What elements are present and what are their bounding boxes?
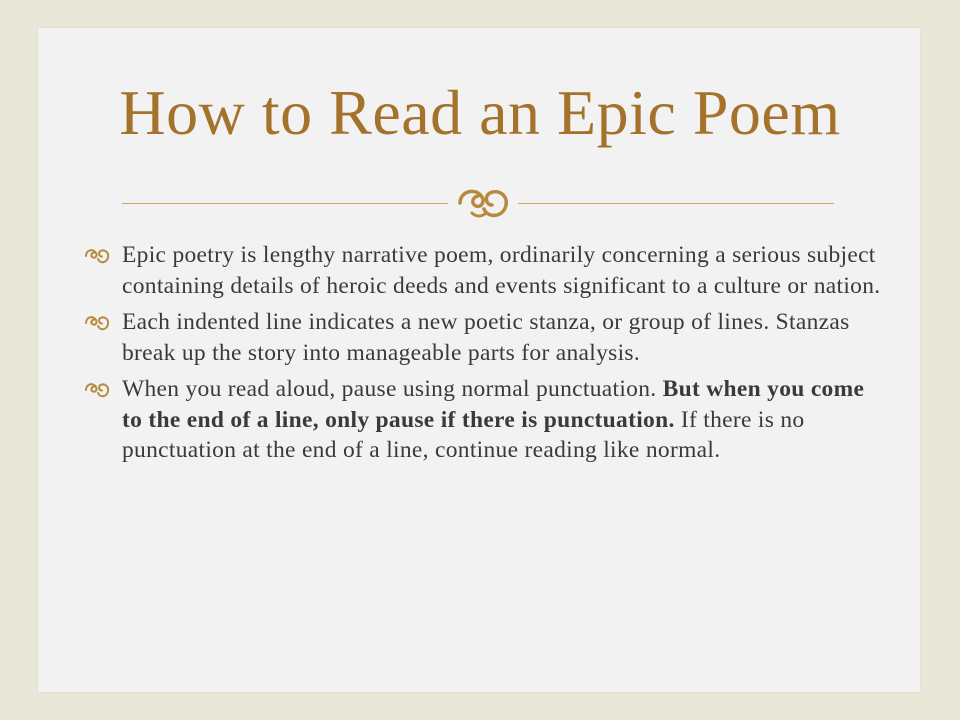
bullet-item [84, 240, 884, 301]
bullet-text: Each indented line indicates a new poetic stanza, or group of lines. Stanzas break up the story into manageable parts for analysis. [122, 309, 850, 366]
bullet-text-start: When you read aloud, pause using normal punctuation. [122, 376, 663, 402]
bullet-item [84, 307, 884, 368]
slide-title: How to Read an Epic Poem [119, 77, 841, 148]
fleuron-bullet-icon [84, 246, 110, 266]
bullet-text-end: If there is no punctuation at the end of a line, continue reading like normal. [122, 406, 805, 463]
divider-line-left [122, 203, 448, 204]
bullet-text: Epic poetry is lengthy narrative poem, ordinarily concerning a serious subject containing details of heroic deeds and events significant to a culture or nation. [122, 242, 881, 299]
fleuron-ornament-icon [448, 178, 518, 228]
bullet-list [84, 240, 884, 472]
fleuron-bullet-icon [84, 313, 110, 333]
divider-line-right [518, 203, 834, 204]
bullet-item [84, 374, 884, 466]
fleuron-bullet-icon [84, 380, 110, 400]
bullet-text-bold: But when you come to the end of a line, only pause if there is punctuation. [122, 376, 865, 433]
